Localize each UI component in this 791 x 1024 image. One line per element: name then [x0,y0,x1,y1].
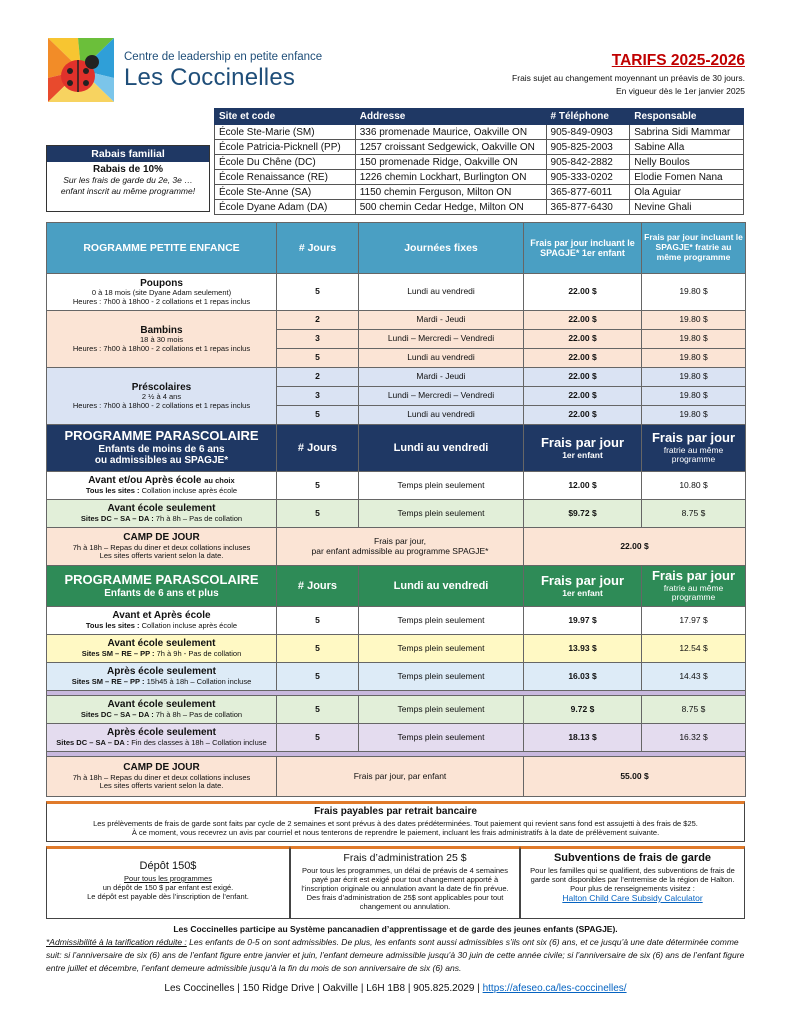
prescolaires-title: Préscolaires [131,381,192,393]
table-row [47,311,746,330]
camp-desc-line2: par enfant admissible au programme SPAGJE* [311,545,489,556]
fee-sibling: 8.75 $ [642,696,746,724]
site-name: École Du Chêne (DC) [215,155,356,170]
table-row [47,696,746,724]
fee-sibling: 10.80 $ [642,472,746,500]
family-discount-box [46,145,210,212]
site-address: 500 chemin Cedar Hedge, Milton ON [355,200,546,215]
days-count: 5 [277,724,359,752]
fee-first: 22.00 $ [524,311,642,330]
site-manager: Sabrina Sidi Mammar [630,125,744,140]
subsidy-text: Pour les familles qui se qualifient, des subventions de frais de garde sont disponibles par l’entremise de la région de Halton. Pour plus de renseignements visitez : [530,866,735,893]
bambins-cell [47,311,277,368]
fee-first: 22.00 $ [524,274,642,311]
para1-days-header: # Jours [277,425,359,472]
col-site: Site et code [215,109,356,125]
schedule: Temps plein seulement [359,500,524,528]
table-row [47,368,746,387]
header-effective-date: En vigueur dès le 1er janvier 2025 [616,86,745,96]
camp-price: 55.00 $ [524,757,746,797]
camp-price: 22.00 $ [524,528,746,566]
para1-header-row [47,425,746,472]
days-count: 5 [277,635,359,663]
program-cell [47,472,277,500]
fee-sibling: 17.97 $ [642,607,746,635]
fee-first: 9.72 $ [524,696,642,724]
para1-fee-first-title: Frais par jour [540,434,625,450]
fee-sibling: 19.80 $ [642,387,746,406]
table-row [215,185,744,200]
org-name: Les Coccinelles [124,64,296,91]
admin-fee-text: Pour tous les programmes, un délai de préavis de 4 semaines payé par écrit est exigé pour tout changement apporté à l’inscription originale ou annulation avant la date de fin prévue. Des frais d’administration de 25$ sont applicables pour tout changement ou annulation. [301,866,509,911]
program-info: Collation incluse après école [141,620,238,630]
para2-header-row [47,566,746,607]
days-count: 5 [277,349,359,368]
program-info: 15h45 à 18h – Collation incluse [146,676,252,686]
days-count: 2 [277,311,359,330]
fee-sibling: 19.80 $ [642,311,746,330]
program-cell [47,635,277,663]
deposit-title: Dépôt 150$ [139,860,197,872]
admin-fee-box [290,846,520,919]
pe-fee-sibling-header: Frais par jour incluant le SPAGJE* fratrie au même programme [642,223,746,274]
bank-withdrawal-box [46,801,745,842]
table-row [215,155,744,170]
table-row [47,635,746,663]
site-name: École Ste-Anne (SA) [215,185,356,200]
camp-desc-line1: Frais par jour, [374,535,426,546]
col-phone: # Téléphone [546,109,630,125]
site-phone: 905-825-2003 [546,140,630,155]
fee-first: 22.00 $ [524,330,642,349]
camp-title: CAMP DE JOUR [123,532,200,544]
org-subtitle: Centre de leadership en petite enfance [124,51,323,63]
site-name: École Ste-Marie (SM) [215,125,356,140]
program-sites: Tous les sites : [85,485,140,495]
site-address: 1150 chemin Ferguson, Milton ON [355,185,546,200]
para1-fee-sibling-title: Frais par jour [651,429,736,445]
camp-info: 7h à 18h – Repas du diner et deux collations incluses [72,772,251,782]
table-row [47,528,746,566]
bank-withdrawal-text: Les prélèvements de frais de garde sont faits par cycle de 2 semaines et sont prévus à des dates prédéterminées. Tout paiement qui revient sans fond est assujetti à des frais de $25. [93,819,698,828]
para1-sub2: ou admissibles au SPAGJE* [94,455,229,467]
fee-first: 22.00 $ [524,406,642,425]
bambins-age: 18 à 30 mois [140,335,183,345]
fixed-days: Lundi – Mercredi – Vendredi [359,387,524,406]
bambins-hours: Heures : 7h00 à 18h00 - 2 collations et 1 repas inclus [72,343,251,353]
site-manager: Sabine Alla [630,140,744,155]
program-info: Fin des classes à 18h – Collation incluse [131,737,267,747]
pe-header-row [47,223,746,274]
para2-title: PROGRAMME PARASCOLAIRE [64,571,259,587]
eligibility-text: Les enfants de 0-5 on sont admissibles. De plus, les enfants sont aussi admissibles s’ils ont six (6) ans, et ce jusqu’à une date déterminée comme suit: si l’anniversaire de six (6) ans de l’enfant figure entre janvier et juin, l’enfant demeure admissible jusqu’à 30 juin de cette année civile; si l’anniversaire de six (6) ans de l’enfant figure entre juillet et décembre, l’enfant demeure admissible jusqu’à la fin du mois de son anniversaire de six (6) ans. [46,937,745,973]
footer-address [0,983,791,994]
program-sites: Sites DC – SA – DA : [56,737,130,747]
para1-sub1: Enfants de moins de 6 ans [98,443,225,455]
fixed-days: Mardi - Jeudi [359,311,524,330]
para2-fee-first-header [524,566,642,607]
fixed-days: Mardi - Jeudi [359,368,524,387]
schedule: Temps plein seulement [359,607,524,635]
program-info: Collation incluse après école [141,485,238,495]
discount-description: Sur les frais de garde du 2e, 3e … enfant inscrit au même programme! [60,175,196,196]
program-info: 7h à 8h – Pas de collation [155,513,243,523]
table-row [47,607,746,635]
para1-fee-first-header [524,425,642,472]
site-phone: 365-877-6430 [546,200,630,215]
program-choice-note: au choix [204,476,235,486]
prescolaires-hours: Heures : 7h00 à 18h00 - 2 collations et 1 repas inclus [72,400,251,410]
program-cell [47,663,277,691]
fee-first: 18.13 $ [524,724,642,752]
days-count: 5 [277,663,359,691]
deposit-line2: un dépôt de 150 $ par enfant est exigé. [102,883,234,892]
program-cell [47,607,277,635]
poupons-title: Poupons [140,277,183,289]
site-manager: Ola Aguiar [630,185,744,200]
schedule: Temps plein seulement [359,663,524,691]
program-title: Avant école seulement [107,699,216,711]
program-title: Avant et/ou Après école [88,475,202,487]
program-cell [47,500,277,528]
para1-fee-first-sub: 1er enfant [562,449,603,460]
bank-withdrawal-title: Frais payables par retrait bancaire [314,806,477,817]
para2-weekdays-header: Lundi au vendredi [359,566,524,607]
subsidy-title: Subventions de frais de garde [553,852,712,864]
program-title: Avant école seulement [107,503,216,515]
camp-desc [277,528,524,566]
days-count: 5 [277,406,359,425]
spagje-participation: Les Coccinelles participe au Système pancanadien d’apprentissage et de garde des jeunes enfants (SPAGJE). [173,924,618,934]
site-manager: Nelly Boulos [630,155,744,170]
poupons-hours: Heures : 7h00 à 18h00 - 2 collations et 1 repas inclus [72,296,251,306]
pe-program-header: ROGRAMME PETITE ENFANCE [47,223,277,274]
table-row [47,472,746,500]
program-sites: Sites SM – RE – PP : [81,648,155,658]
fixed-days: Lundi au vendredi [359,349,524,368]
schedule: Temps plein seulement [359,472,524,500]
table-row [47,757,746,797]
fee-sibling: 19.80 $ [642,349,746,368]
program-sites: Tous les sites : [85,620,140,630]
camp-desc: Frais par jour, par enfant [277,757,524,797]
col-manager: Responsable [630,109,744,125]
para2-days-header: # Jours [277,566,359,607]
table-row [215,200,744,215]
deposit-line1: Pour tous les programmes [124,874,212,883]
site-phone: 905-842-2882 [546,155,630,170]
program-title: Avant et Après école [112,610,211,622]
site-phone: 905-333-0202 [546,170,630,185]
site-address: 150 promenade Ridge, Oakville ON [355,155,546,170]
subsidy-calculator-link[interactable]: Halton Child Care Subsidy Calculator [562,893,703,903]
fee-first: 22.00 $ [524,349,642,368]
discount-rate: Rabais de 10% [92,164,164,175]
schedule: Temps plein seulement [359,696,524,724]
days-count: 5 [277,274,359,311]
site-address: 336 promenade Maurice, Oakville ON [355,125,546,140]
fee-first: 16.03 $ [524,663,642,691]
table-row [215,170,744,185]
camp-title: CAMP DE JOUR [123,762,200,774]
ladybug-logo [48,38,114,102]
site-name: École Renaissance (RE) [215,170,356,185]
para1-fee-sibling-header [642,425,746,472]
site-manager: Nevine Ghali [630,200,744,215]
fee-sibling: 19.80 $ [642,406,746,425]
pe-days-header: # Jours [277,223,359,274]
program-sites: Sites DC – SA – DA : [80,709,154,719]
para1-program-header [47,425,277,472]
site-phone: 905-849-0903 [546,125,630,140]
col-address: Addresse [355,109,546,125]
program-title: Après école seulement [107,727,216,739]
tariff-table [46,222,746,797]
para2-fee-sibling-title: Frais par jour [651,567,736,583]
camp-info: 7h à 18h – Repas du diner et deux collations incluses [72,542,251,552]
deposit-line3: Le dépôt est payable dès l’inscription de l’enfant. [87,892,249,901]
program-info: 7h à 8h – Pas de collation [155,709,243,719]
pe-fixed-days-header: Journées fixes [359,223,524,274]
site-name: École Patricia-Picknell (PP) [215,140,356,155]
days-count: 3 [277,387,359,406]
pe-fee-first-header: Frais par jour incluant le SPAGJE* 1er enfant [524,223,642,274]
page-title: TARIFS 2025-2026 [611,52,745,69]
eligibility-label: *Admissibilité à la tarification réduite : [46,937,187,947]
days-count: 2 [277,368,359,387]
program-title: Après école seulement [107,666,216,678]
bank-withdrawal-text-2: À ce moment, vous recevrez un avis par courriel et nous tenterons de reprendre le paiement, incluant les frais administratifs à la date de prélèvement suivante. [131,828,660,837]
days-count: 3 [277,330,359,349]
fixed-days: Lundi – Mercredi – Vendredi [359,330,524,349]
header-note: Frais sujet au changement moyennant un préavis de 30 jours. [512,73,745,83]
table-row [47,500,746,528]
table-row [47,663,746,691]
site-address: 1226 chemin Lockhart, Burlington ON [355,170,546,185]
para2-fee-first-sub: 1er enfant [562,587,603,598]
fee-sibling: 19.80 $ [642,368,746,387]
fee-sibling: 16.32 $ [642,724,746,752]
para2-fee-first-title: Frais par jour [540,572,625,588]
fee-sibling: 8.75 $ [642,500,746,528]
camp-cell [47,528,277,566]
camp-cell [47,757,277,797]
fee-first: 22.00 $ [524,387,642,406]
sites-table [214,108,744,215]
para1-fee-sibling-sub: fratrie au même programme [663,444,724,465]
poupons-cell [47,274,277,311]
fixed-days: Lundi au vendredi [359,274,524,311]
para2-fee-sibling-sub: fratrie au même programme [663,582,724,603]
prescolaires-cell [47,368,277,425]
fee-first: 19.97 $ [524,607,642,635]
poupons-age: 0 à 18 mois (site Dyane Adam seulement) [91,288,232,298]
table-row [215,140,744,155]
prescolaires-age: 2 ½ à 4 ans [141,392,182,402]
table-row [47,724,746,752]
bambins-title: Bambins [140,324,183,336]
fee-sibling: 14.43 $ [642,663,746,691]
schedule: Temps plein seulement [359,635,524,663]
days-count: 5 [277,500,359,528]
fee-first: $9.72 $ [524,500,642,528]
address-text: Les Coccinelles | 150 Ridge Drive | Oakville | L6H 1B8 | 905.825.2029 | [164,983,483,994]
days-count: 5 [277,607,359,635]
site-phone: 365-877-6011 [546,185,630,200]
table-row [47,274,746,311]
program-sites: Sites SM – RE – PP : [71,676,145,686]
fee-sibling: 19.80 $ [642,330,746,349]
program-info: 7h à 9h - Pas de collation [156,648,242,658]
admin-fee-title: Frais d’administration 25 $ [343,852,467,864]
fee-sibling: 12.54 $ [642,635,746,663]
program-cell [47,696,277,724]
schedule: Temps plein seulement [359,724,524,752]
footer-notes [46,924,745,975]
website-link[interactable]: https://afeseo.ca/les-coccinelles/ [482,983,627,994]
deposit-box [46,846,290,919]
para2-sub: Enfants de 6 ans et plus [104,587,219,599]
program-sites: Sites DC – SA – DA : [80,513,154,523]
para1-weekdays-header: Lundi au vendredi [359,425,524,472]
para1-title: PROGRAMME PARASCOLAIRE [64,428,259,444]
site-manager: Elodie Fomen Nana [630,170,744,185]
fee-first: 13.93 $ [524,635,642,663]
table-row [215,125,744,140]
days-count: 5 [277,696,359,724]
discount-title: Rabais familial [47,146,209,162]
subsidy-box [520,846,745,919]
site-address: 1257 croissant Sedgewick, Oakville ON [355,140,546,155]
para2-program-header [47,566,277,607]
site-name: École Dyane Adam (DA) [215,200,356,215]
para2-fee-sibling-header [642,566,746,607]
fee-first: 22.00 $ [524,368,642,387]
days-count: 5 [277,472,359,500]
camp-info-sites: Les sites offerts varient selon la date. [99,781,224,791]
camp-info-sites: Les sites offerts varient selon la date. [99,551,224,561]
fee-first: 12.00 $ [524,472,642,500]
fixed-days: Lundi au vendredi [359,406,524,425]
sites-header-row [215,109,744,125]
program-cell [47,724,277,752]
program-title: Avant école seulement [107,638,216,650]
fee-sibling: 19.80 $ [642,274,746,311]
